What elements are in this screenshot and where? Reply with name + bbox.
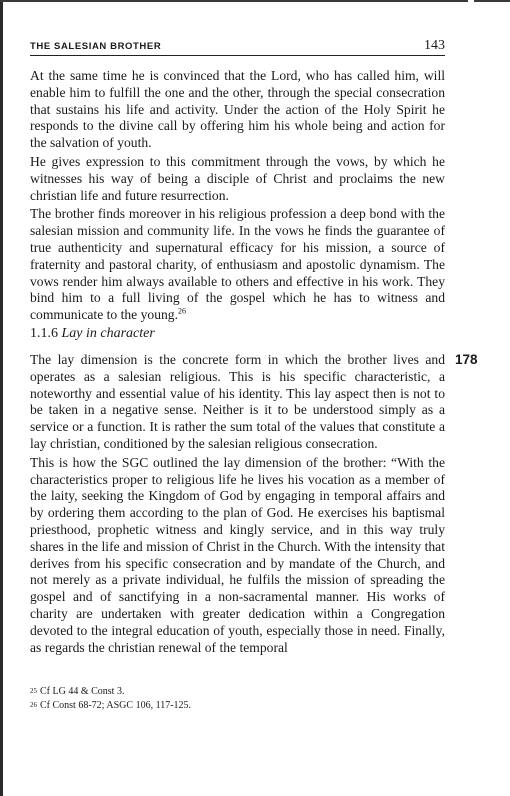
footnote-text: Cf LG 44 & Const 3. <box>40 686 125 697</box>
section-number: 1.1.6 <box>30 326 58 341</box>
paragraph: The brother finds moreover in his religious profession a deep bond with the salesian mission and community life. In the vows he finds the guarantee of true authenticity and supernatural efficacy for his mission, a source of fraternity and pastoral charity, of enthusiasm and apostolic dynamism. The vows render him always available to others and effective in his work. They bind him to a full living of the gospel which he has to witness and communicate to the young.$^{26}$ <box>30 206 445 323</box>
margin-paragraph-number: 178 <box>455 352 478 367</box>
page-number: 143 <box>424 38 445 53</box>
body-text-bottom <box>30 352 445 658</box>
footnote <box>30 699 445 713</box>
running-header <box>30 38 445 58</box>
footnote-text: Cf Const 68-72; ASGC 106, 117-125. <box>40 699 192 711</box>
footnote-ref: 26 <box>178 306 186 316</box>
section-title: Lay in character <box>61 326 155 341</box>
header-rule <box>30 55 445 56</box>
page-edge-shadow <box>0 0 3 796</box>
paragraph: This is how the SGC outlined the lay dimension of the brother: “With the characteristics proper to religious life he lives his vocation as a member of the laity, seeking the Kingdom of God by engaging in temporal affairs and by ordering them according to the plan of God. He exercises his baptismal priesthood, prophetic witness and kingly service, and in this way truly shares in the life and mission of Christ in the Church. With the intensity that derives from his specific consecration and by mandate of the Church, and not merely as a private individual, he fulfils the mission of spreading the gospel and of sanctifying in a non-sacramental manner. His works of charity are undertaken with greater dedication within a Congregation devoted to the integral education of youth, especially those in need. Finally, as regards the christian renewal of the temporal <box>30 454 445 655</box>
section-heading <box>30 326 155 342</box>
footnote <box>30 685 445 699</box>
footnotes <box>30 685 445 712</box>
paragraph: The lay dimension is the concrete form in which the brother lives and operates as a salesian religious. This is his specific characteristic, a noteworthy and essential value of his identity. This lay aspect then is not to be taken in a negative sense. Neither is it to be understood simply as a service or a function. It is rather the sum total of the values that constitute a lay christian, conditioned by the salesian religious consecration. <box>30 352 445 451</box>
paragraph: At the same time he is convinced that the Lord, who has called him, will enable him to fulfill the one and the other, through the special consecration that sustains his life and activity. Under the action of the Holy Spirit he responds to the divine call by offering him his whole being and action for the salvation of youth. <box>30 68 445 151</box>
footnote-mark: 25 <box>30 687 37 695</box>
running-title: THE SALESIAN BROTHER <box>30 41 162 52</box>
page-top-edge <box>0 0 468 2</box>
paragraph: He gives expression to this commitment through the vows, by which he witnesses his way of being a disciple of Christ and proclaims the new christian life and future resurrection. <box>30 153 445 203</box>
page-top-edge-right <box>474 0 510 2</box>
footnote-mark: 26 <box>30 700 37 709</box>
body-text-top <box>30 68 445 324</box>
